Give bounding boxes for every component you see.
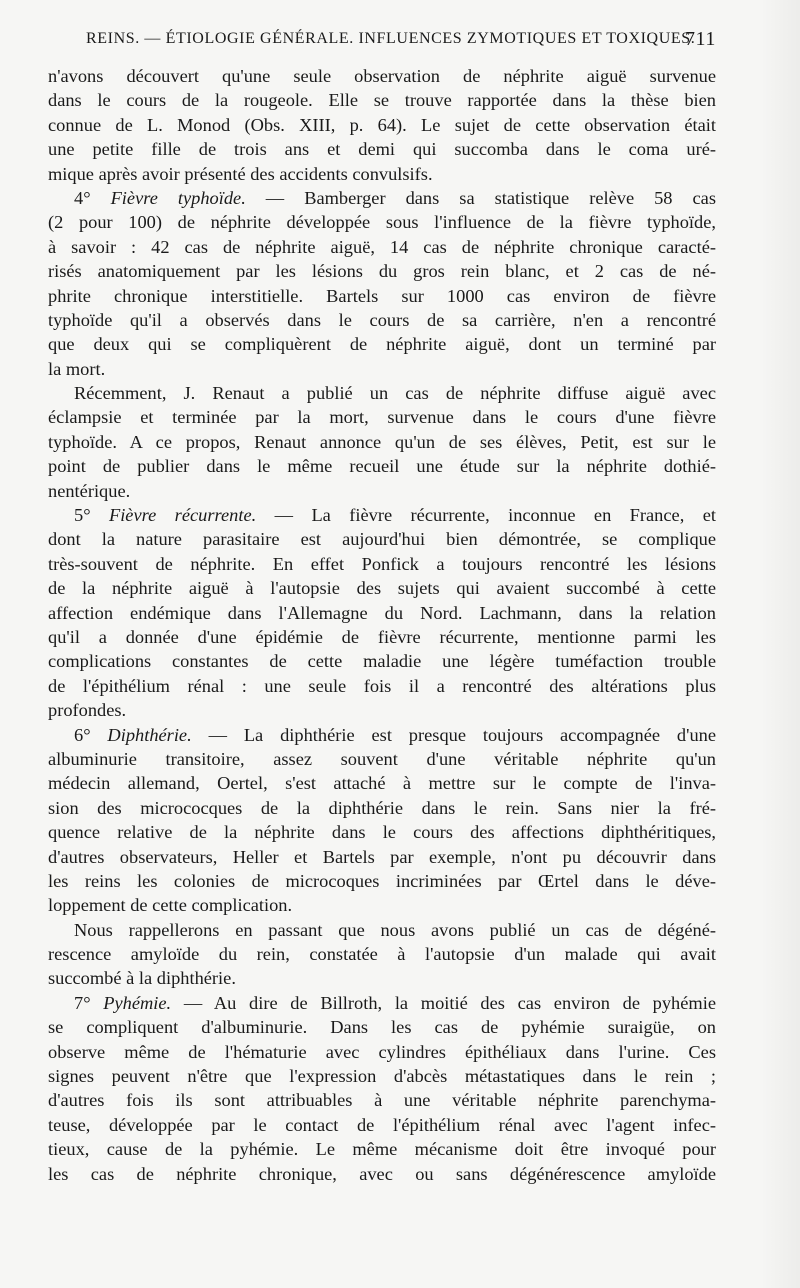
text-line: se compliquent d'albuminurie. Dans les cas de pyhémie suraigüe, on xyxy=(48,1017,716,1038)
text-fragment: — Au dire de Billroth, la moitié des cas environ de pyhémie xyxy=(171,992,716,1013)
section-heading: Pyhémie. xyxy=(103,992,172,1013)
text-line: signes peuvent n'être que l'expression d'abcès métastatiques dans le rein ; xyxy=(48,1066,716,1087)
text-line: quence relative de la néphrite dans le cours des affections diphthéritiques, xyxy=(48,822,716,843)
page-number: 711 xyxy=(684,28,716,50)
text-line: dont la nature parasitaire est aujourd'hui bien démontrée, se complique xyxy=(48,529,716,550)
text-line: (2 pour 100) de néphrite développée sous l'influence de la fièvre typhoïde, xyxy=(48,212,716,233)
text-line: médecin allemand, Oertel, s'est attaché à mettre sur le compte de l'inva- xyxy=(48,773,716,794)
section-heading: Fièvre récurrente. xyxy=(108,505,257,526)
text-line: qu'il a donnée d'une épidémie de fièvre récurrente, mentionne parmi les xyxy=(48,626,716,647)
text-line: une petite fille de trois ans et demi qui succomba dans le coma uré- xyxy=(48,139,716,160)
body-text xyxy=(48,64,716,1186)
text-fragment: 5° xyxy=(74,505,109,526)
text-line: Récemment, J. Renaut a publié un cas de néphrite diffuse aiguë avec xyxy=(74,383,716,404)
text-line: mique après avoir présenté des accidents convulsifs. xyxy=(48,163,433,184)
text-line: les reins les colonies de microcoques incriminées par Œrtel dans le déve- xyxy=(48,870,716,891)
text-line: point de publier dans le même recueil une étude sur la néphrite dothié- xyxy=(48,456,716,477)
text-fragment: — La fièvre récurrente, inconnue en France, et xyxy=(256,505,716,526)
text-line: succombé à la diphthérie. xyxy=(48,968,236,989)
text-fragment: 4° xyxy=(74,187,111,208)
text-line: les cas de néphrite chronique, avec ou sans dégénérescence amyloïde xyxy=(48,1163,716,1184)
text-line: de la néphrite aiguë à l'autopsie des sujets qui avaient succombé à cette xyxy=(48,578,716,599)
text-line: connue de L. Monod (Obs. XIII, p. 64). Le sujet de cette observation était xyxy=(48,114,716,135)
text-line xyxy=(48,503,716,527)
text-line: d'autres observateurs, Heller et Bartels par exemple, n'ont pu découvrir dans xyxy=(48,846,716,867)
section-heading: Fièvre typhoïde. xyxy=(110,187,246,208)
text-line: albuminurie transitoire, assez souvent d'une véritable néphrite qu'un xyxy=(48,748,716,769)
text-line: risés anatomiquement par les lésions du gros rein blanc, et 2 cas de né- xyxy=(48,261,716,282)
text-line: rescence amyloïde du rein, constatée à l'autopsie d'un malade qui avait xyxy=(48,944,716,965)
text-line xyxy=(48,186,716,210)
text-line: complications constantes de cette maladie une légère tuméfaction trouble xyxy=(48,651,716,672)
section-heading: Diphthérie. xyxy=(107,724,192,745)
text-fragment: 6° xyxy=(74,724,108,745)
running-title: REINS. — ÉTIOLOGIE GÉNÉRALE. INFLUENCES ZYMOTIQUES ET TOXIQUES. xyxy=(86,30,696,47)
text-line: d'autres fois ils sont attribuables à une véritable néphrite parenchyma- xyxy=(48,1090,716,1111)
text-line: de l'épithélium rénal : une seule fois il a rencontré des altérations plus xyxy=(48,675,716,696)
text-line: phrite chronique interstitielle. Bartels sur 1000 cas environ de fièvre xyxy=(48,285,716,306)
text-line: à savoir : 42 cas de néphrite aiguë, 14 cas de néphrite chronique caracté- xyxy=(48,236,716,257)
text-fragment: — La diphthérie est presque toujours accompagnée d'une xyxy=(191,724,716,745)
text-line: que deux qui se compliquèrent de néphrite aiguë, dont un terminé par xyxy=(48,334,716,355)
text-line: n'avons découvert qu'une seule observation de néphrite aiguë survenue xyxy=(48,66,716,86)
text-line: loppement de cette complication. xyxy=(48,895,293,916)
text-fragment: 7° xyxy=(74,992,104,1013)
text-line xyxy=(48,991,716,1015)
text-line: profondes. xyxy=(48,700,127,721)
text-line: tieux, cause de la pyhémie. Le même mécanisme doit être invoqué pour xyxy=(48,1139,716,1160)
text-line: teuse, développée par le contact de l'épithélium rénal avec l'agent infec- xyxy=(48,1114,716,1135)
text-fragment: — Bamberger dans sa statistique relève 58 cas xyxy=(245,187,716,208)
text-line: la mort. xyxy=(48,358,106,379)
page-header xyxy=(86,30,716,60)
text-line: observe même de l'hématurie avec cylindres épithéliaux dans l'urine. Ces xyxy=(48,1041,716,1062)
text-line: typhoïde qu'il a observés dans le cours de sa carrière, n'en a rencontré xyxy=(48,309,716,330)
text-line xyxy=(48,723,716,747)
text-line: sion des micrococques de la diphthérie dans le rein. Sans nier la fré- xyxy=(48,797,716,818)
text-line: éclampsie et terminée par la mort, survenue dans le cours d'une fièvre xyxy=(48,407,716,428)
text-line: très-souvent de néphrite. En effet Ponfick a toujours rencontré les lésions xyxy=(48,553,716,574)
text-line: dans le cours de la rougeole. Elle se trouve rapportée dans la thèse bien xyxy=(48,90,716,111)
text-line: typhoïde. A ce propos, Renaut annonce qu'un de ses élèves, Petit, est sur le xyxy=(48,431,716,452)
text-line: affection endémique dans l'Allemagne du Nord. Lachmann, dans la relation xyxy=(48,602,716,623)
text-line: nentérique. xyxy=(48,480,131,501)
text-line: Nous rappellerons en passant que nous avons publié un cas de dégéné- xyxy=(74,919,716,940)
